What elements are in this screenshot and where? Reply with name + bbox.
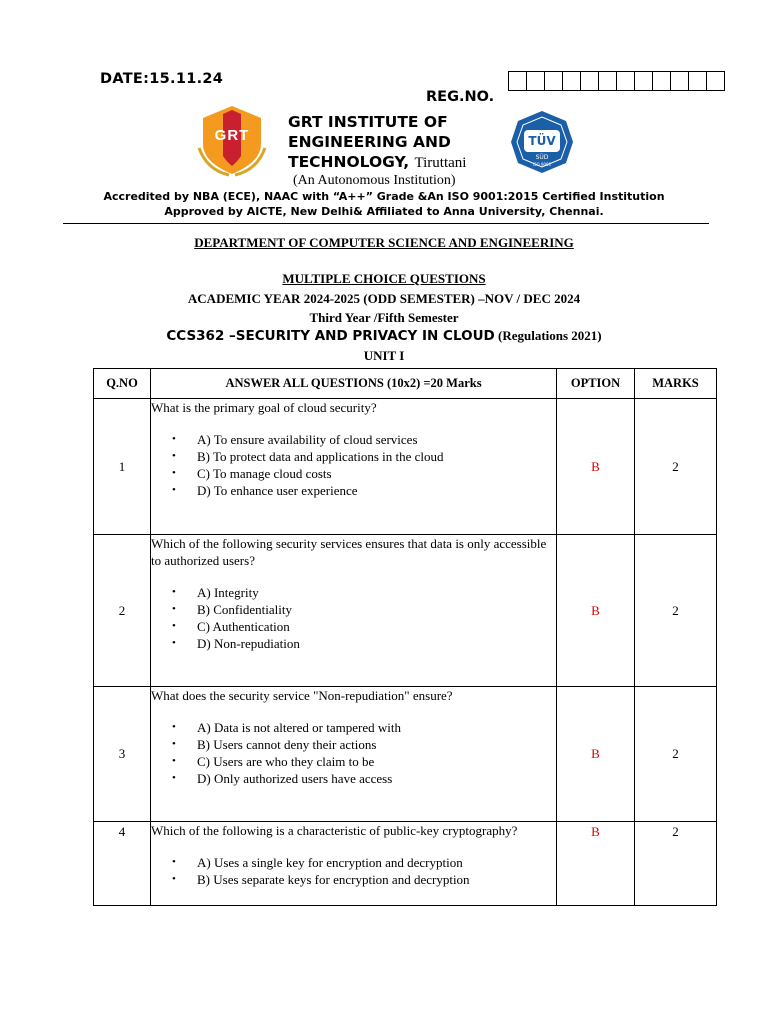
reg-no-box bbox=[707, 72, 724, 90]
option-item: • D) To enhance user experience bbox=[197, 482, 556, 499]
question-text: Which of the following security services ensures that data is only accessible to authorized users? bbox=[151, 536, 547, 568]
marks-value: 2 bbox=[635, 535, 717, 687]
grt-logo bbox=[193, 104, 271, 178]
institute-line2: ENGINEERING AND bbox=[288, 133, 451, 151]
course-code: CCS362 –SECURITY AND PRIVACY IN CLOUD bbox=[166, 328, 495, 344]
mcq-title: MULTIPLE CHOICE QUESTIONS bbox=[282, 271, 486, 286]
question-cell bbox=[151, 535, 557, 687]
reg-no-box bbox=[527, 72, 545, 90]
exam-date: DATE:15.11.24 bbox=[100, 71, 224, 87]
option-item: • D) Non-repudiation bbox=[197, 635, 556, 652]
academic-year: ACADEMIC YEAR 2024-2025 (ODD SEMESTER) –NOV / DEC 2024 bbox=[187, 291, 581, 306]
option-item: • A) Integrity bbox=[197, 584, 556, 601]
reg-no-box bbox=[509, 72, 527, 90]
question-cell bbox=[151, 399, 557, 535]
reg-no-box bbox=[599, 72, 617, 90]
grt-logo-text: GRT bbox=[214, 127, 250, 144]
option-item: • A) To ensure availability of cloud services bbox=[197, 431, 556, 448]
option-list bbox=[151, 719, 556, 787]
option-item: • C) To manage cloud costs bbox=[197, 465, 556, 482]
institute-line3-wrap bbox=[288, 152, 466, 173]
option-list bbox=[151, 584, 556, 652]
option-item: • B) To protect data and applications in the cloud bbox=[197, 448, 556, 465]
header-marks: MARKS bbox=[635, 369, 717, 399]
header-option: OPTION bbox=[557, 369, 635, 399]
option-list bbox=[151, 854, 556, 888]
marks-value: 2 bbox=[635, 687, 717, 822]
option-item: • B) Users cannot deny their actions bbox=[197, 736, 556, 753]
option-item: • B) Confidentiality bbox=[197, 601, 556, 618]
question-cell bbox=[151, 822, 557, 906]
reg-no-box bbox=[653, 72, 671, 90]
table-header-row bbox=[94, 369, 717, 399]
table-row bbox=[94, 535, 717, 687]
option-item: • C) Users are who they claim to be bbox=[197, 753, 556, 770]
answer-option: B bbox=[557, 822, 635, 906]
marks-value: 2 bbox=[635, 399, 717, 535]
header-question: ANSWER ALL QUESTIONS (10x2) =20 Marks bbox=[151, 369, 557, 399]
tuv-text: TÜV bbox=[528, 134, 556, 148]
option-item: • B) Uses separate keys for encryption and decryption bbox=[197, 871, 556, 888]
question-text: Which of the following is a characteristic of public-key cryptography? bbox=[151, 823, 518, 838]
table-row bbox=[94, 687, 717, 822]
accreditation-line: Accredited by NBA (ECE), NAAC with “A++” Grade &An ISO 9001:2015 Certified Institution bbox=[103, 190, 665, 203]
question-number: 1 bbox=[94, 399, 151, 535]
reg-no-box bbox=[689, 72, 707, 90]
institute-line3: TECHNOLOGY, bbox=[288, 153, 410, 171]
marks-value: 2 bbox=[635, 822, 717, 906]
question-number: 2 bbox=[94, 535, 151, 687]
option-item: • A) Uses a single key for encryption and decryption bbox=[197, 854, 556, 871]
reg-no-label: REG.NO. bbox=[426, 89, 495, 105]
reg-no-box bbox=[563, 72, 581, 90]
table-row bbox=[94, 399, 717, 535]
approval-line: Approved by AICTE, New Delhi& Affiliated to Anna University, Chennai. bbox=[164, 205, 604, 218]
reg-no-box bbox=[617, 72, 635, 90]
reg-no-boxes bbox=[508, 71, 725, 91]
answer-option: B bbox=[557, 535, 635, 687]
course-title bbox=[0, 328, 768, 344]
tuv-iso: ISO 9001 bbox=[532, 162, 552, 167]
answer-option: B bbox=[557, 399, 635, 535]
question-number: 4 bbox=[94, 822, 151, 906]
autonomous-note: (An Autonomous Institution) bbox=[293, 173, 456, 188]
question-text: What is the primary goal of cloud security? bbox=[151, 400, 377, 415]
year-semester: Third Year /Fifth Semester bbox=[309, 310, 459, 325]
department-title: DEPARTMENT OF COMPUTER SCIENCE AND ENGINEERING bbox=[194, 235, 574, 250]
reg-no-box bbox=[671, 72, 689, 90]
institute-town: Tiruttani bbox=[414, 155, 467, 171]
regulations: (Regulations 2021) bbox=[497, 328, 602, 343]
question-cell bbox=[151, 687, 557, 822]
option-item: • C) Authentication bbox=[197, 618, 556, 635]
header-qno: Q.NO bbox=[94, 369, 151, 399]
reg-no-box bbox=[545, 72, 563, 90]
answer-option: B bbox=[557, 687, 635, 822]
reg-no-box bbox=[581, 72, 599, 90]
option-item: • A) Data is not altered or tampered with bbox=[197, 719, 556, 736]
question-number: 3 bbox=[94, 687, 151, 822]
table-row bbox=[94, 822, 717, 906]
question-text: What does the security service "Non-repudiation" ensure? bbox=[151, 688, 453, 703]
questions-table bbox=[93, 368, 717, 906]
option-list bbox=[151, 431, 556, 499]
tuv-iso-seal bbox=[510, 110, 574, 174]
institute-name bbox=[288, 112, 466, 173]
unit-title: UNIT I bbox=[363, 348, 405, 363]
accreditation-block bbox=[0, 189, 768, 219]
header-divider bbox=[63, 223, 709, 224]
reg-no-box bbox=[635, 72, 653, 90]
tuv-sub: SÜD bbox=[535, 154, 549, 161]
institute-line1: GRT INSTITUTE OF bbox=[288, 113, 448, 131]
option-item: • D) Only authorized users have access bbox=[197, 770, 556, 787]
